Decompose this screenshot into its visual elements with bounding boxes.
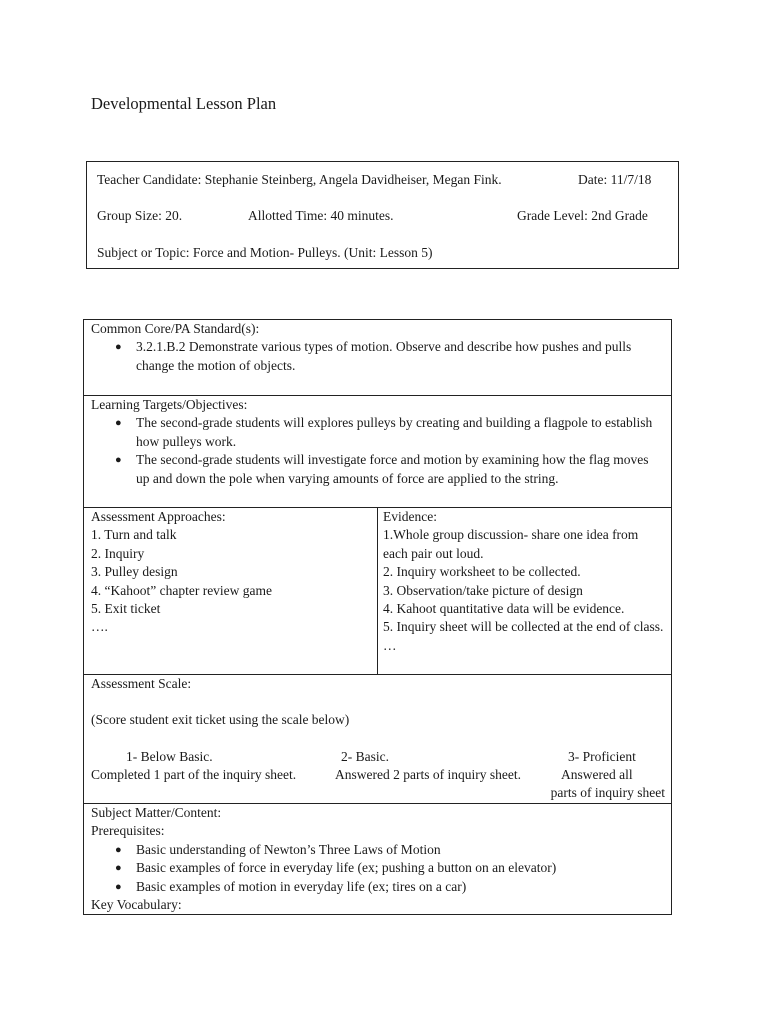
group-size: Group Size: 20. bbox=[97, 208, 183, 223]
assessment-row bbox=[84, 508, 672, 675]
evidence-cell bbox=[378, 508, 672, 675]
level-description: Completed 1 part of the inquiry sheet. bbox=[91, 766, 297, 782]
level-label: 3- Proficient bbox=[568, 748, 636, 764]
objective-item: ● The second-grade students will explores pulleys by creating and building a flagpole to establish how pulleys work. bbox=[136, 414, 665, 451]
grade-level: Grade Level: 2nd Grade bbox=[517, 208, 648, 223]
approach-item: 2. Inquiry bbox=[91, 545, 145, 561]
approaches-heading: Assessment Approaches: bbox=[91, 509, 226, 524]
evidence-item: 3. Observation/take picture of design bbox=[383, 582, 583, 598]
standard-item: ● 3.2.1.B.2 Demonstrate various types of motion. Observe and describe how pushes and pulls change the motion of objects. bbox=[136, 338, 665, 375]
objectives-cell bbox=[84, 396, 672, 508]
objectives-list bbox=[91, 414, 665, 488]
scale-heading: Assessment Scale: bbox=[91, 676, 192, 691]
standards-row bbox=[84, 320, 672, 396]
scale-row bbox=[84, 675, 672, 804]
standards-list bbox=[91, 338, 665, 375]
prerequisites-heading: Prerequisites: bbox=[91, 823, 165, 839]
standards-cell bbox=[84, 320, 672, 396]
lesson-date: Date: 11/7/18 bbox=[578, 172, 652, 187]
level-label: 2- Basic. bbox=[341, 748, 389, 764]
lesson-header-box bbox=[86, 161, 679, 269]
teacher-candidate: Teacher Candidate: Stephanie Steinberg, Angela Davidheiser, Megan Fink. bbox=[97, 172, 502, 187]
objectives-heading: Learning Targets/Objectives: bbox=[91, 397, 248, 412]
prerequisites-list bbox=[91, 841, 665, 896]
allotted-time: Allotted Time: 40 minutes. bbox=[248, 208, 394, 223]
scale-note: (Score student exit ticket using the scale below) bbox=[91, 712, 350, 728]
approaches-cell bbox=[84, 508, 378, 675]
lesson-plan-table bbox=[83, 319, 672, 915]
approach-item: …. bbox=[91, 619, 108, 635]
approach-item: 3. Pulley design bbox=[91, 564, 178, 580]
document-title: Developmental Lesson Plan bbox=[91, 94, 277, 113]
prerequisite-item: ● Basic examples of force in everyday life (ex; pushing a button on an elevator) bbox=[136, 859, 665, 877]
content-cell bbox=[84, 804, 672, 915]
level-description: Answered all bbox=[561, 766, 633, 782]
content-row bbox=[84, 804, 672, 915]
approach-item: 1. Turn and talk bbox=[91, 527, 177, 543]
approach-item: 5. Exit ticket bbox=[91, 601, 161, 617]
prerequisite-item: ● Basic understanding of Newton’s Three Laws of Motion bbox=[136, 841, 665, 859]
content-heading: Subject Matter/Content: bbox=[91, 805, 222, 820]
evidence-heading: Evidence: bbox=[383, 509, 437, 524]
standards-heading: Common Core/PA Standard(s): bbox=[91, 321, 260, 336]
objective-item: ● The second-grade students will investigate force and motion by examining how the flag moves up and down the pole when varying amounts of force are applied to the string. bbox=[136, 451, 665, 488]
approach-item: 4. “Kahoot” chapter review game bbox=[91, 582, 273, 598]
level-label: 1- Below Basic. bbox=[126, 748, 213, 764]
vocabulary-heading: Key Vocabulary: bbox=[91, 897, 182, 913]
evidence-item: 4. Kahoot quantitative data will be evidence. bbox=[383, 601, 625, 617]
scale-levels bbox=[91, 748, 665, 803]
evidence-item: … bbox=[383, 637, 397, 653]
objectives-row bbox=[84, 396, 672, 508]
level-description: Answered 2 parts of inquiry sheet. bbox=[335, 766, 521, 782]
scale-cell bbox=[84, 675, 672, 804]
level-description: parts of inquiry sheet bbox=[550, 784, 665, 800]
subject-topic: Subject or Topic: Force and Motion- Pulleys. (Unit: Lesson 5) bbox=[97, 245, 433, 260]
evidence-item: 5. Inquiry sheet will be collected at the end of class. bbox=[383, 619, 664, 635]
evidence-item: 1.Whole group discussion- share one idea from each pair out loud. bbox=[383, 527, 639, 561]
prerequisite-item: ● Basic examples of motion in everyday life (ex; tires on a car) bbox=[136, 878, 665, 896]
evidence-item: 2. Inquiry worksheet to be collected. bbox=[383, 564, 581, 580]
